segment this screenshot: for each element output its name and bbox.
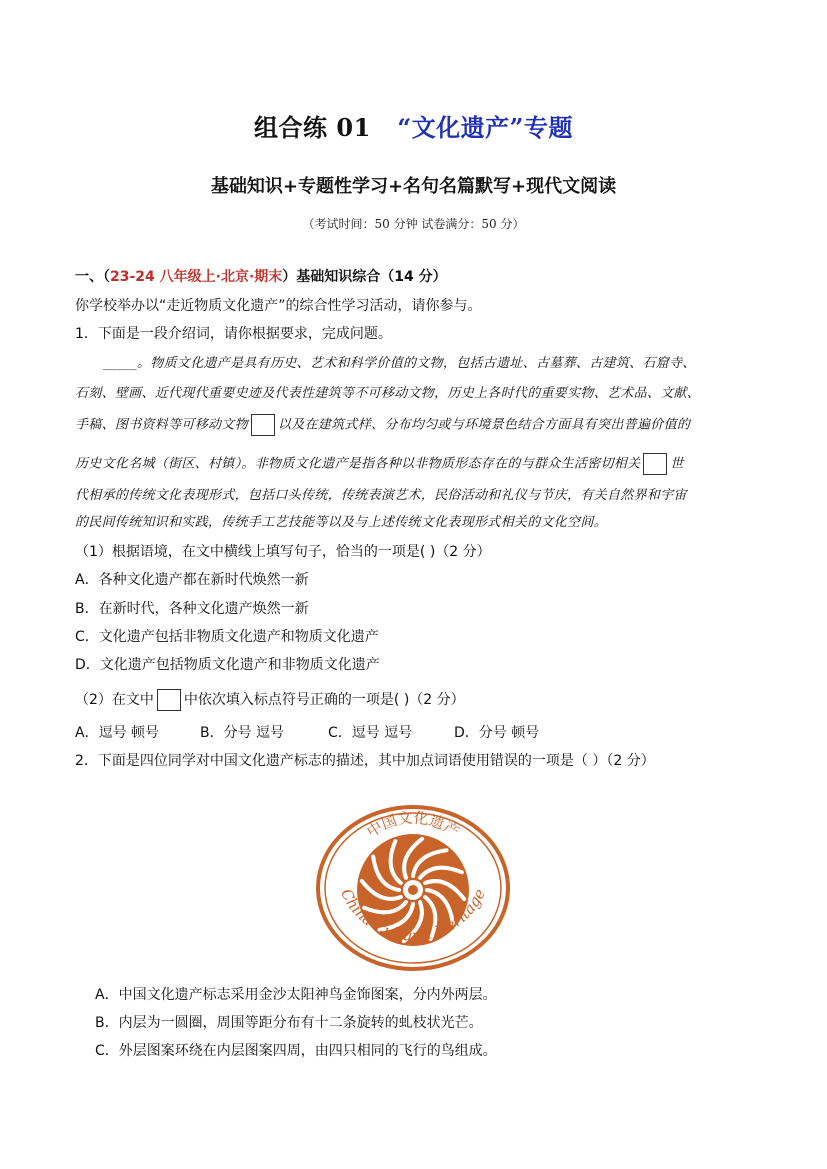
question-2-stem: 2．下面是四位同学对中国文化遗产标志的描述，其中加点词语使用错误的一项是（ ）（2 分） <box>75 753 655 769</box>
punctuation-box-1 <box>251 414 275 436</box>
option-d: D．文化遗产包括物质文化遗产和非物质文化遗产 <box>75 657 380 673</box>
cultural-heritage-logo <box>316 805 510 971</box>
sub-question-1-stem: （1）根据语境，在文中横线上填写句子，恰当的一项是( )（2 分） <box>75 544 491 560</box>
page-subtitle: 基础知识+专题性学习+名句名篇默写+现代文阅读 <box>210 176 617 197</box>
q2-option-a: A．中国文化遗产标志采用金沙太阳神鸟金饰图案，分内外两层。 <box>95 987 497 1003</box>
option-c: C．逗号 逗号 <box>328 725 413 741</box>
passage-line-1: _____。物质文化遗产是具有历史、艺术和科学价值的文物，包括古遗址、古墓葬、古建筑、石窟寺、 <box>103 356 696 371</box>
fill-blank: _____ <box>103 356 137 371</box>
passage-line-6: 的民间传统知识和实践，传统手工艺技能等以及与上述传统文化表现形式相关的文化空间。 <box>75 515 608 530</box>
title-topic: “文化遗产”专题 <box>397 113 573 142</box>
question-1-stem: 1．下面是一段介绍词，请你根据要求，完成问题。 <box>75 326 392 342</box>
sub-question-2-options <box>75 724 539 742</box>
sub-question-2-stem: （2）在文中 中依次填入标点符号正确的一项是( )（2 分） <box>75 689 465 711</box>
section-intro: 你学校举办以“走近物质文化遗产”的综合性学习活动，请你参与。 <box>75 298 482 314</box>
option-c: C．文化遗产包括非物质文化遗产和物质文化遗产 <box>75 629 379 645</box>
title-prefix: 组合练 01 <box>254 113 371 142</box>
passage-line-5: 代相承的传统文化表现形式，包括口头传统，传统表演艺术，民俗活动和礼仪与节庆，有关自然界和宇宙 <box>75 488 687 503</box>
passage-line-3: 手稿、图书资料等可移动文物 以及在建筑式样、分布均匀或与环境景色结合方面具有突出普遍价值的 <box>75 414 760 436</box>
exam-info: （考试时间：50 分钟 试卷满分：50 分） <box>302 217 525 231</box>
punctuation-box-2 <box>643 453 667 475</box>
option-a: A．各种文化遗产都在新时代焕然一新 <box>75 572 309 588</box>
logo-bottom-text: China Cultural Heritage <box>337 885 489 945</box>
page-title <box>0 108 827 143</box>
section-source: 23-24 八年级上·北京·期末 <box>110 269 283 285</box>
logo-top-text: 中国文化遗产 <box>363 808 463 842</box>
option-b: B．在新时代，各种文化遗产焕然一新 <box>75 601 309 617</box>
section-heading <box>75 268 447 286</box>
punctuation-box-ref <box>157 689 181 711</box>
section-number: 一、（ <box>75 269 110 285</box>
q2-option-c: C．外层图案环绕在内层图案四周，由四只相同的飞行的鸟组成。 <box>95 1043 497 1059</box>
passage-line-2: 石刻、壁画、近代现代重要史迹及代表性建筑等不可移动文物，历史上各时代的重要实物、艺术品、文献、 <box>75 386 701 401</box>
passage-line-4: 历史文化名城（街区、村镇）。非物质文化遗产是指各种以非物质形态存在的与群众生活密切相关 世 <box>75 453 760 475</box>
option-b: B．分号 逗号 <box>200 725 285 741</box>
option-d: D．分号 顿号 <box>454 725 540 741</box>
option-a: A．逗号 顿号 <box>75 725 160 741</box>
section-title: ）基础知识综合（14 分） <box>282 269 447 285</box>
q2-option-b: B．内层为一圆圈，周围等距分布有十二条旋转的虬枝状光芒。 <box>95 1015 483 1031</box>
